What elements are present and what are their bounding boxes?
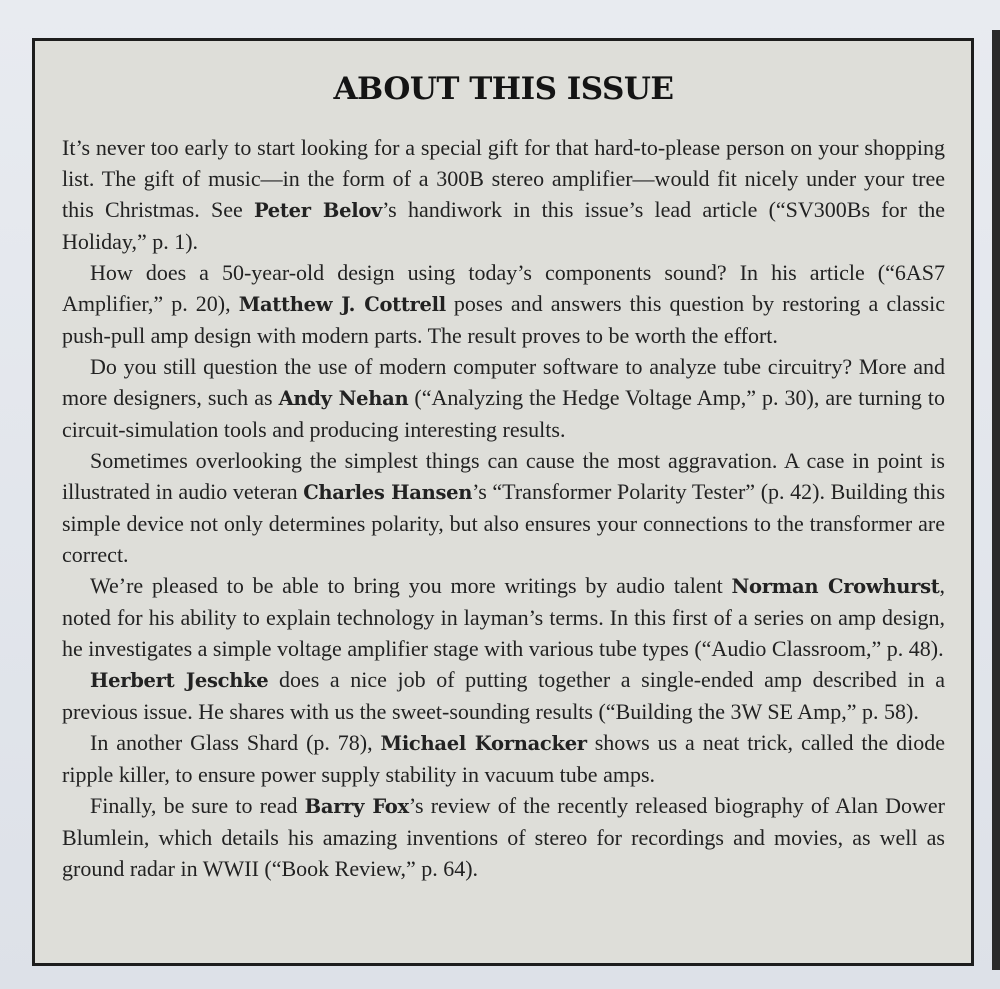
section-title: ABOUT THIS ISSUE xyxy=(333,71,674,107)
paragraph-text: In another Glass Shard (p. 78), xyxy=(90,730,381,755)
article-body xyxy=(62,132,945,884)
paragraph-text: , noted for his ability to explain technology in layman’s terms. In this first of a series on amp design, he investigates a simple voltage amplifier stage with various tube types (“Audio Classroom,” p. 48). xyxy=(62,573,945,661)
paragraph-text: It’s never too early to start looking for a special gift for that hard-to-please person on your shopping list. The gift of music—in the form of a 300B stereo amplifier—would fit nicely under your tree this Christmas. See xyxy=(62,135,945,222)
paragraph-text: Do you still question the use of modern computer software to analyze tube circuitry? More and more designers, such as xyxy=(62,354,945,410)
paragraph-text: poses and answers this question by restoring a classic push-pull amp design with modern parts. The result proves to be worth the effort. xyxy=(62,291,945,348)
paragraph-text: ’s “Transformer Polarity Tester” (p. 42). Building this simple device not only determines polarity, but also ensures your connections to the transformer are correct. xyxy=(62,479,946,567)
author-name: Matthew J. Cottrell xyxy=(238,293,446,316)
paragraph-5 xyxy=(62,570,945,664)
author-name: Barry Fox xyxy=(304,795,409,818)
paragraph-text: ’s handiwork in this issue’s lead article (“SV300Bs for the Holiday,” p. 1). xyxy=(62,197,946,254)
adjacent-page-edge xyxy=(992,30,1000,970)
paragraph-text: (“Analyzing the Hedge Voltage Amp,” p. 30), are turning to circuit-simulation tools and producing interesting results. xyxy=(62,385,945,442)
paragraph-text: How does a 50-year-old design using today’s components sound? In his article (“6AS7 Amplifier,” p. 20), xyxy=(62,260,945,316)
author-name: Michael Kornacker xyxy=(380,732,587,755)
paragraph-text: We’re pleased to be able to bring you more writings by audio talent xyxy=(90,573,732,598)
paragraph-4 xyxy=(62,445,945,570)
author-name: Andy Nehan xyxy=(278,387,409,410)
paragraph-text: shows us a neat trick, called the diode ripple killer, to ensure power supply stability in vacuum tube amps. xyxy=(62,730,946,787)
author-name: Peter Belov xyxy=(253,199,383,222)
author-name: Herbert Jeschke xyxy=(90,669,269,692)
author-name: Charles Hansen xyxy=(303,481,473,504)
paragraph-6 xyxy=(62,664,945,727)
paragraph-2 xyxy=(62,257,945,351)
paragraph-1 xyxy=(62,132,945,257)
about-this-issue-box xyxy=(32,38,974,966)
paragraph-text: does a nice job of putting together a single-ended amp described in a previous issue. He shares with us the sweet-sounding results (“Building the 3W SE Amp,” p. 58). xyxy=(62,667,946,724)
paragraph-7 xyxy=(62,727,945,790)
paragraph-3 xyxy=(62,351,945,445)
paragraph-text: Sometimes overlooking the simplest things can cause the most aggravation. A case in point is illustrated in audio veteran xyxy=(62,448,945,504)
paragraph-8 xyxy=(62,790,945,884)
paragraph-text: Finally, be sure to read xyxy=(90,793,305,818)
paragraph-text: ’s review of the recently released biography of Alan Dower Blumlein, which details his amazing inventions of stereo for recordings and movies, as well as ground radar in WWII (“Book Review,” p. 64). xyxy=(62,793,945,881)
author-name: Norman Crowhurst xyxy=(731,575,940,598)
